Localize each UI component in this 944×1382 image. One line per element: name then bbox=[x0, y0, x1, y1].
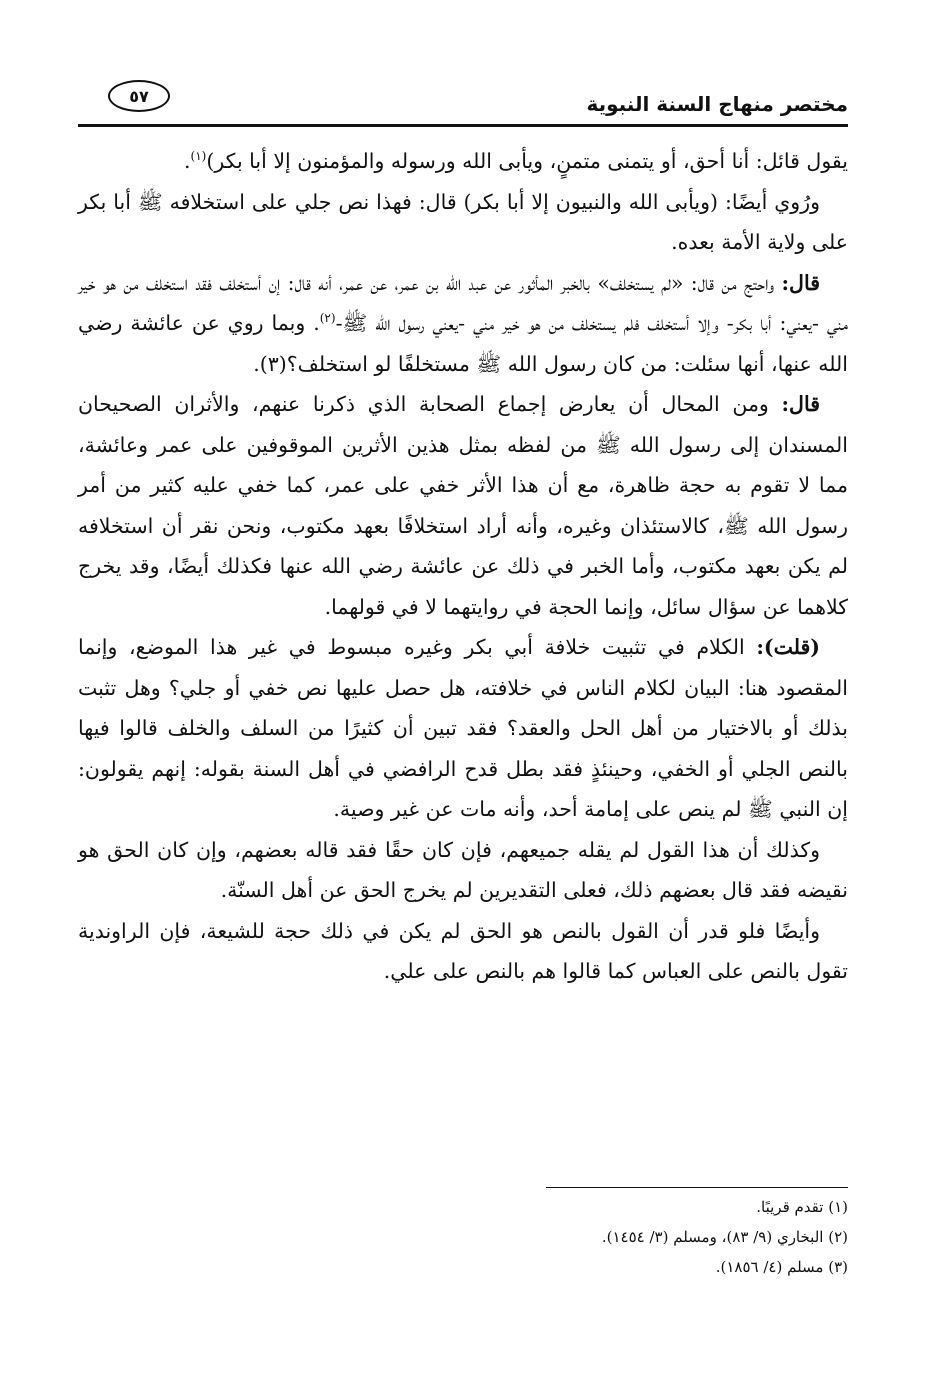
page-header bbox=[78, 78, 848, 128]
footnote-separator bbox=[546, 1187, 848, 1188]
paragraph-label: قال: bbox=[781, 270, 820, 295]
paragraph: وأيضًا فلو قدر أن القول بالنص هو الحق لم يكن في ذلك حجة للشيعة، فإن الراوندية تقول بالنص على العباس كما قالوا هم بالنص على علي. bbox=[78, 918, 848, 983]
main-text bbox=[78, 141, 848, 992]
paragraph-label: قال: bbox=[781, 392, 820, 416]
footnote-ref: (١) bbox=[190, 149, 207, 164]
paragraph: قال: ومن المحال أن يعارض إجماع الصحابة الذي ذكرنا عنهم، والأثران الصحيحان المسندان إلى رسول الله ﷺ من لفظه بمثل هذين الأثرين الموقوفين على عمر وعائشة، مما لا تقوم به حجة ظاهرة، مع أن هذا الأثر خفي على عمر، كما خفي عليه كثير من أمر رسول الله ﷺ، كالاستئذان وغيره، وأنه أراد استخلافًا بعهد مكتوب، ونحن نقر أن استخلافه لم يكن بعهد مكتوب، وأما الخبر في ذلك عن عائشة رضي الله عنها فكذلك أيضًا، وقد يخرج كلاهما عن سؤال سائل، وإنما الحجة في روايتهما لا في قولهما. bbox=[78, 392, 848, 619]
footnote: (٢) البخاري (٩/ ٨٣)، ومسلم (٣/ ١٤٥٤). bbox=[601, 1228, 848, 1246]
book-title: مختصر منهاج السنة النبوية bbox=[586, 92, 848, 116]
paragraph: ورُوي أيضًا: (ويأبى الله والنبيون إلا أبا بكر) قال: فهذا نص جلي على استخلافه ﷺ أبا بكر على ولاية الأمة بعده. bbox=[78, 189, 848, 254]
paragraph: قال: واحتج من قال: «لم يستخلف» بالخبر المأثور عن عبد الله بن عمر، عن عمر، أنه قال: إن أستخلف فقد استخلف من هو خير مني -يعني: أبا بكر- وإلا أستخلف فلم يستخلف من هو خير مني -يعني رسول الله ﷺ-$^{(٢)}$. وبما روي عن عائشة رضي الله عنها، أنها سئلت: من كان رسول الله ﷺ مستخلفًا لو استخلف؟(٣). bbox=[78, 270, 848, 376]
paragraph: وكذلك أن هذا القول لم يقله جميعهم، فإن كان حقًا فقد قاله بعضهم، وإن كان الحق هو نقيضه فقد قال بعضهم ذلك، فعلى التقديرين لم يخرج الحق عن أهل السنّة. bbox=[78, 837, 848, 902]
paragraph-label: (قلت): bbox=[756, 635, 820, 659]
page-number: ٥٧ bbox=[108, 80, 170, 112]
paragraph: يقول قائل: أنا أحق، أو يتمنى متمنٍ، ويأبى الله ورسوله والمؤمنون إلا أبا بكر)$^{(١)}$. bbox=[183, 149, 848, 173]
header-rule bbox=[78, 124, 848, 127]
footnote: (١) تقدم قريبًا. bbox=[756, 1198, 848, 1216]
paragraph: (قلت): الكلام في تثبيت خلافة أبي بكر وغيره مبسوط في غير هذا الموضع، وإنما المقصود هنا: البيان لكلام الناس في خلافته، هل حصل عليها نص خفي أو جلي؟ وهل تثبت بذلك أو بالاختيار من أهل الحل والعقد؟ فقد تبين أن كثيرًا من السلف والخلف قالوا فيها بالنص الجلي أو الخفي، وحينئذٍ فقد بطل قدح الرافضي في أهل السنة بقوله: إنهم يقولون: إن النبي ﷺ لم ينص على إمامة أحد، وأنه مات عن غير وصية. bbox=[78, 635, 848, 821]
footnote-ref: (٢) bbox=[319, 311, 336, 326]
footnotes bbox=[300, 1192, 848, 1282]
footnote: (٣) مسلم (٤/ ١٨٥٦). bbox=[715, 1258, 848, 1276]
